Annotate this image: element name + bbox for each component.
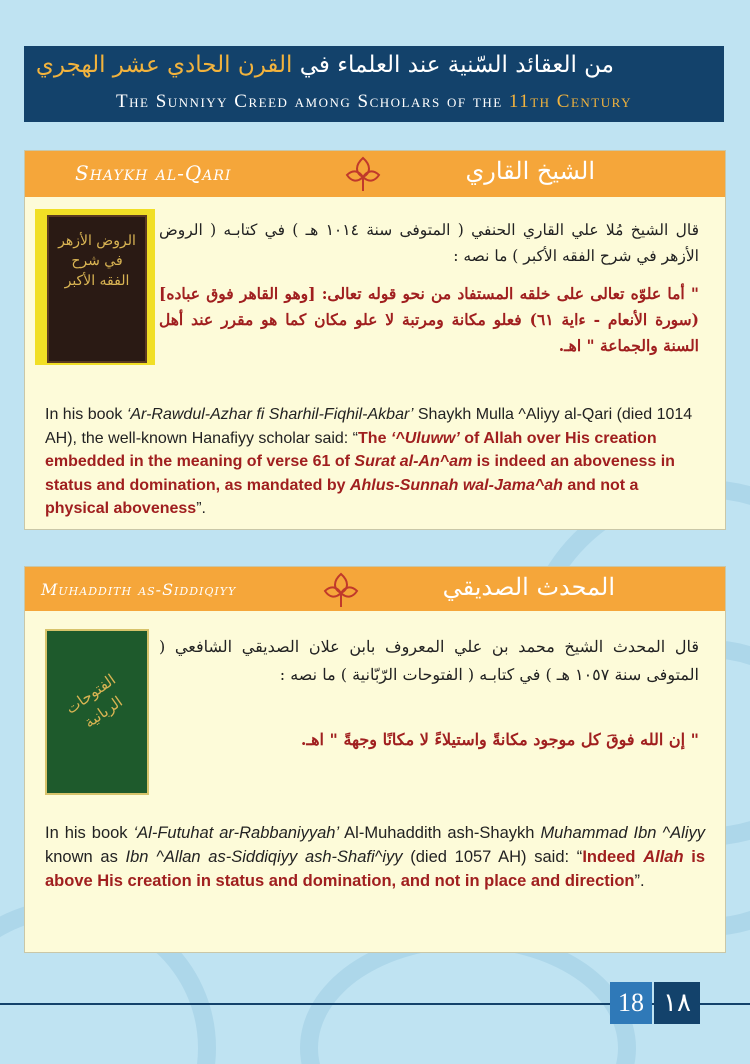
arabic-quote: " أما علوّه تعالى على خلقه المستفاد من نحو قوله تعالى: [وهو القاهر فوق عباده] (سورة الأنعام - ءاية ٦١) فعلو مكانة ومرتبة لا علو مكان كما هو مقرر عند أهل السنة والجماعة " اهـ. xyxy=(159,284,700,355)
english-paragraph: In his book ‘Al-Futuhat ar-Rabbaniyyah’ Al-Muhaddith ash-Shaykh Muhammad Ibn ^Aliyy known as Ibn ^Allan as-Siddiqiyy ash-Shafi^iyy (died 1057 AH) said: “Indeed Allah is above His creation in status and domination, and not in place and direction”. xyxy=(45,824,705,890)
arabic-intro: قال الشيخ مُلا علي القاري الحنفي ( المتوفى سنة ١٠١٤ هـ ) في كتابـه ( الروض الأزهر في شرح الفقه الأكبر ) ما نصه : xyxy=(159,221,699,265)
arabic-intro: قال المحدث الشيخ محمد بن علي المعروف بابن علان الصديقي الشافعي ( المتوفى سنة ١٠٥٧ هـ ) في كتابـه ( الفتوحات الرّبّانية ) ما نصه : xyxy=(159,637,699,684)
book-cover-title: الروض الأزهر في شرح الفقه الأكبر xyxy=(58,233,136,289)
ornament-icon xyxy=(343,155,383,193)
section-title-arabic: الشيخ القاري xyxy=(465,157,595,185)
ornament-icon xyxy=(321,571,361,609)
book-cover-image xyxy=(35,629,155,795)
section-title-bar xyxy=(25,151,725,197)
page-number-english: 18 xyxy=(610,982,652,1024)
section-title-english: Shaykh al-Qari xyxy=(75,161,232,185)
page-header xyxy=(24,46,724,122)
english-title: The Sunniyy Creed among Scholars of the 11th Century xyxy=(116,91,632,112)
book-cover-image xyxy=(35,209,155,365)
page-number-arabic: ١٨ xyxy=(654,982,700,1024)
english-paragraph: In his book ‘Ar-Rawdul-Azhar fi Sharhil-Fiqhil-Akbar’ Shaykh Mulla ^Aliyy al-Qari (died 1014 AH), the well-known Hanafiyy scholar said: “The ‘^Uluww’ of Allah over His creation embedded in the meaning of verse 61 of Surat al-An^am is indeed an aboveness in status and domination, as mandated by Ahlus-Sunnah wal-Jama^ah and not a physical aboveness”. xyxy=(45,406,693,517)
book-cover xyxy=(47,215,147,363)
arabic-quote: " إن الله فوقَ كل موجود مكانةً واستيلاءً لا مكانًا وجهةً " اهـ. xyxy=(300,730,699,749)
book-cover-title: الفتوحات الربانية xyxy=(62,670,126,732)
section-card-al-qari xyxy=(24,150,726,530)
arabic-title: من العقائد السّنية عند العلماء في القرن الحادي عشر الهجري xyxy=(35,52,614,78)
section-title-arabic: المحدث الصديقي xyxy=(442,573,615,601)
section-title-bar xyxy=(25,567,725,611)
book-cover xyxy=(45,629,149,795)
section-title-english: Muhaddith as-Siddiqiyy xyxy=(41,580,237,599)
section-card-as-siddiqiyy xyxy=(24,566,726,953)
